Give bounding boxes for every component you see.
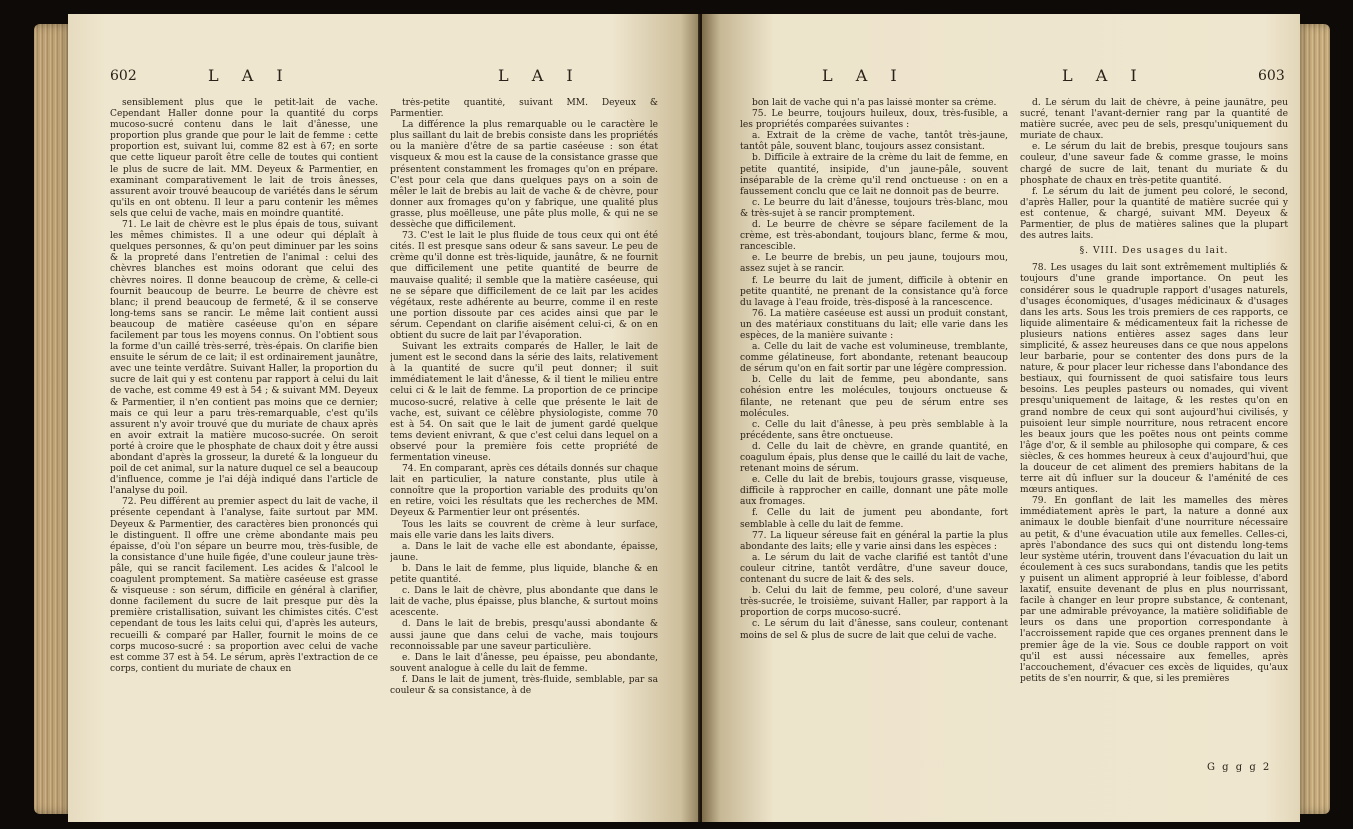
running-head: L A I [1062,66,1146,85]
signature-mark: G g g g 2 [1207,762,1272,773]
page-stack-right-edge [1296,24,1330,814]
paragraph: c. Celle du lait d'ânesse, à peu près semblable à la précédente, sans être onctueuse. [740,419,1008,441]
paragraph: e. Celle du lait de brebis, toujours grasse, visqueuse, difficile à rapprocher en caille, donnant une pâte molle aux fromages. [740,475,1008,508]
paragraph: f. Le sérum du lait de jument peu coloré, le second, d'après Haller, pour la quantité de matière sucrée qui y est contenue, & chargé, suivant MM. Deyeux & Parmentier, de plus de matières salines que la plupart des autres laits. [1020,186,1288,242]
paragraph: 79. En gonflant de lait les mamelles des mères immédiatement après le part, la nature a donné aux animaux le double bienfait d'une nourriture nécessaire au petit, & d'une évacuation utile aux femelles. Celles-ci, après l'abondance des sucs qui ont distendu long-tems leur système utérin, trouvent dans l'évacuation du lait un écoulement à ces sucs surabondans, tandis que les petits y puisent un aliment approprié à leur foiblesse, d'abord laxatif, ensuite devenant de plus en plus nourrissant, facile à changer en leur propre substance, & contenant, par une admirable prévoyance, la matière solidifiable de leurs os dans une proportion correspondante à l'accroissement rapide que ces organes prennent dans le premier âge de la vie. Sous ce double rapport on voit qu'il est aussi nécessaire aux femelles, après l'accouchement, d'évacuer ces excès de liquides, qu'aux petits de s'en nourrir, & que, si les premières [1020,496,1288,684]
page-number-left: 602 [110,68,137,84]
paragraph: La différence la plus remarquable ou le caractère le plus saillant du lait de brebis consiste dans les propriétés ou la manière d'être de sa partie caséeuse : son état visqueux & mou est la cause de la consistance grasse que présentent constamment les fromages qu'on en prépare. C'est pour cela que dans quelques pays on a soin de mêler le lait de brebis au lait de vache & de chèvre, pour donner aux fromages qu'on y fabrique, une qualité plus grasse, plus moëlleuse, une pâte plus molle, & qui ne se dessèche que difficilement. [390,120,658,231]
paragraph: e. Dans le lait d'ânesse, peu épaisse, peu abondante, souvent analogue à celle du lait de femme. [390,652,658,674]
paragraph: d. Le sérum du lait de chèvre, à peine jaunâtre, peu sucré, tenant l'avant-dernier rang par la quantité de matière sucrée, avec peu de sels, presqu'uniquement du muriate de chaux. [1020,98,1288,142]
paragraph: très-petite quantité, suivant MM. Deyeux & Parmentier. [390,98,658,120]
paragraph: sensiblement plus que le petit-lait de vache. Cependant Haller donne pour la quantité du corps mucoso-sucré contenu dans le lait d'ânesse, une proportion plus grande que pour le lait de femme : cette proportion est, suivant lui, comme 82 est à 67; en sorte que cette liqueur paroît être celle de toutes qui contient le plus de sucre de lait. MM. Deyeux & Parmentier, en examinant comparativement le lait de trois ânesses, assurent avoir trouvé beaucoup de variétés dans le sérum qu'ils en ont obtenu. Il leur a paru contenir les mêmes sels que celui de vache, mais en moindre quantité. [110,98,378,219]
open-book [34,14,1330,822]
paragraph: 76. La matière caséeuse est aussi un produit constant, un des matériaux constituans du lait; elle varie dans les espèces, de la manière suivante : [740,308,1008,341]
paragraph: a. Le sérum du lait de vache clarifié est tantôt d'une couleur citrine, tantôt verdâtre, d'une saveur douce, contenant du sucre de lait & des sels. [740,552,1008,586]
paragraph: 73. C'est le lait le plus fluide de tous ceux qui ont été cités. Il est presque sans odeur & sans saveur. Le peu de crème qu'il donne est très-liquide, jaunâtre, & ne fournit que difficilement une petite quantité de beurre de mauvaise qualité; il semble que la matière caséeuse, qui ne se sépare que difficilement de ce lait par les acides végétaux, reste adhérente au beurre, comme il en reste une portion dissoute par ces acides ainsi que par le sérum. Cependant on clarifie aisément celui-ci, & on en obtient du sucre de lait par l'évaporation. [390,231,658,341]
paragraph: a. Extrait de la crème de vache, tantôt très-jaune, tantôt pâle, souvent blanc, toujours assez consistant. [740,131,1008,153]
paragraph: b. Difficile à extraire de la crème du lait de femme, en petite quantité, insipide, d'un jaune-pâle, souvent inséparable de la crème qu'il rend onctueuse : on en a faussement conclu que ce lait ne donnoit pas de beurre. [740,153,1008,197]
text-column [110,98,378,758]
paragraph: c. Le beurre du lait d'ânesse, toujours très-blanc, mou & très-sujet à se rancir promptement. [740,197,1008,219]
text-column [390,98,658,758]
paragraph: d. Celle du lait de chèvre, en grande quantité, en coagulum épais, plus dense que le caillé du lait de vache, retenant moins de sérum. [740,441,1008,475]
paragraph: 75. Le beurre, toujours huileux, doux, très-fusible, a les propriétés comparées suivantes : [740,109,1008,131]
right-page [702,14,1300,822]
paragraph: a. Celle du lait de vache est volumineuse, tremblante, comme gélatineuse, fort abondante, retenant beaucoup de sérum qu'on en fait sortir par une légère compression. [740,342,1008,375]
paragraph: f. Le beurre du lait de jument, difficile à obtenir en petite quantité, ne prenant de la consistance qu'à force du lavage à l'eau froide, très-disposé à la rancescence. [740,275,1008,308]
left-page-header [68,66,700,92]
paragraph: 72. Peu différent au premier aspect du lait de vache, il présente cependant à l'analyse, faite surtout par MM. Deyeux & Parmentier, des caractères bien prononcés qui le distinguent. Il offre une crème abondante mais peu épaisse, d'où l'on sépare un beurre mou, très-fusible, de la consistance d'une huile figée, d'une couleur jaune très-pâle, qui se rancit facilement. Les acides & l'alcool le coagulent promptement. Sa matière caséeuse est grasse & visqueuse : son sérum, difficile en général à clarifier, donne facilement du sucre de lait presque pur dès la première cristallisation, suivant les chimistes cités. C'est cependant de tous les laits celui qui, d'après les auteurs, recueilli & comparé par Haller, fournit le moins de ce corps mucoso-sucré : sa proportion avec celui de vache est comme 37 est à 54. Le sérum, après l'extraction de ce corps, contient du muriate de chaux en [110,497,378,674]
paragraph: a. Dans le lait de vache elle est abondante, épaisse, jaune. [390,541,658,563]
paragraph: f. Dans le lait de jument, très-fluide, semblable, par sa couleur & sa consistance, à de [390,674,658,696]
running-head: L A I [498,66,582,85]
paragraph: 74. En comparant, après ces détails donnés sur chaque lait en particulier, la nature constante, plus utile à connoître que la proportion variable des produits qu'on en retire, voici les résultats que les recherches de MM. Deyeux & Parmentier leur ont présentés. [390,464,658,519]
paragraph: bon lait de vache qui n'a pas laissé monter sa crème. [752,98,997,108]
paragraph: 71. Le lait de chèvre est le plus épais de tous, suivant les mêmes chimistes. Il a une odeur qui déplaît à quelques personnes, & qu'on peut diminuer par les soins & la propreté dans l'entretien de l'animal : celui des chèvres blanches est moins odorant que celui des chèvres noires. Il donne beaucoup de crème, & celle-ci fournit beaucoup de beurre. Le beurre de chèvre est blanc; il prend beaucoup de fermeté, & il se conserve long-tems sans se rancir. Le même lait contient aussi beaucoup de matière caséeuse qu'on en sépare facilement par tous les moyens connus. On l'obtient sous la forme d'un caillé très-serré, très-épais. On clarifie bien ensuite le sérum de ce lait; il est ordinairement jaunâtre, avec une teinte verdâtre. Suivant Haller, la proportion du sucre de lait qui y est contenu par rapport à celui du lait de vache, est comme 49 est à 54 ; & suivant MM. Deyeux & Parmentier, il n'en contient pas moins que ce dernier; mais ce qui leur a paru très-remarquable, c'est qu'ils assurent n'y avoir trouvé que du muriate de chaux après en avoir extrait la matière mucoso-sucrée. On seroit porté à croire que le phosphate de chaux doit y être aussi abondant d'après la grosseur, la dureté & la longueur du poil de cet animal, sur la nature duquel ce sel a beaucoup d'influence, comme je l'ai déjà indiqué dans l'article de l'analyse du poil. [110,220,378,497]
paragraph: Tous les laits se couvrent de crème à leur surface, mais elle varie dans les laits divers. [390,519,658,541]
text-column [740,98,1008,758]
paragraph: e. Le sérum du lait de brebis, presque toujours sans couleur, d'une saveur fade & comme grasse, le moins chargé de sucre de lait, tenant du muriate & du phosphate de chaux en très-petite quantité. [1020,142,1288,186]
paragraph: b. Celui du lait de femme, peu coloré, d'une saveur très-sucrée, le troisième, suivant Haller, par rapport à la proportion de corps mucoso-sucré. [740,586,1008,619]
running-head: L A I [822,66,906,85]
paragraph: Suivant les extraits comparés de Haller, le lait de jument est le second dans la série des laits, relativement à la quantité de sucre qu'il peut donner; il suit immédiatement le lait d'ânesse, & il tient le milieu entre celui ci & le lait de femme. La proportion de ce principe mucoso-sucré, relative à celle que présente le lait de vache, est, suivant ce célèbre physiologiste, comme 70 est à 54. On sait que le lait de jument gardé quelque tems devient enivrant, & que c'est celui dans lequel on a observé pour la première fois cette propriété de fermentation vineuse. [390,342,658,463]
paragraph: b. Celle du lait de femme, peu abondante, sans cohésion entre les molécules, toujours onctueuse & filante, ne retenant que peu de sérum entre ses molécules. [740,375,1008,419]
paragraph: e. Le beurre de brebis, un peu jaune, toujours mou, assez sujet à se rancir. [740,253,1008,275]
paragraph: d. Dans le lait de brebis, presqu'aussi abondante & aussi jaune que dans celui de vache, mais toujours reconnoissable par une saveur particulière. [390,619,658,652]
section-heading: §. VIII. Des usages du lait. [1079,246,1229,257]
paragraph: d. Le beurre de chèvre se sépare facilement de la crème, est très-abondant, toujours blanc, ferme & mou, rancescible. [740,220,1008,253]
text-column [1020,98,1288,758]
paragraph: c. Le sérum du lait d'ânesse, sans couleur, contenant moins de sel & plus de sucre de lait que celui de vache. [740,619,1008,641]
paragraph: b. Dans le lait de femme, plus liquide, blanche & en petite quantité. [390,563,658,586]
paragraph: 77. La liqueur séreuse fait en général la partie la plus abondante des laits; elle y varie ainsi dans les espèces : [740,530,1008,552]
paragraph: 78. Les usages du lait sont extrêmement multipliés & toujours d'une grande importance. On peut les considérer sous le quadruple rapport d'usages naturels, d'usages économiques, d'usages médicinaux & d'usages dans les arts. Sous les trois premiers de ces rapports, ce liquide alimentaire & médicamenteux fait la richesse de plusieurs nations entières assez sages dans leur simplicité, & assez heureuses dans ce que nous appelons leur barbarie, pour se contenter des dons purs de la nature, & pour placer leur richesse dans l'abondance des bestiaux, qui fournissent de quoi satisfaire tous leurs besoins. Les peuples pasteurs ou nomades, qui vivent presqu'uniquement de laitage, & les restes qu'on en grand nombre de ceux qui sont aujourd'hui civilisés, y puisoient leur simple nourriture, nous retracent encore les beaux jours que les poëtes nous ont peints comme l'âge d'or, & il semble au philosophe qui compare, & ces siècles, & ces hommes heureux à ceux d'aujourd'hui, que la douceur de cet aliment des premiers habitans de la terre ait dû influer sur la douceur & l'aménité de ces mœurs antiques. [1020,263,1288,496]
page-number-right: 603 [1258,68,1285,84]
right-page-header [702,66,1300,92]
paragraph: c. Dans le lait de chèvre, plus abondante que dans le lait de vache, plus épaisse, plus blanche, & surtout moins acescente. [390,586,658,619]
paragraph: f. Celle du lait de jument peu abondante, fort semblable à celle du lait de femme. [740,508,1008,530]
running-head: L A I [208,66,292,85]
left-page [68,14,700,822]
